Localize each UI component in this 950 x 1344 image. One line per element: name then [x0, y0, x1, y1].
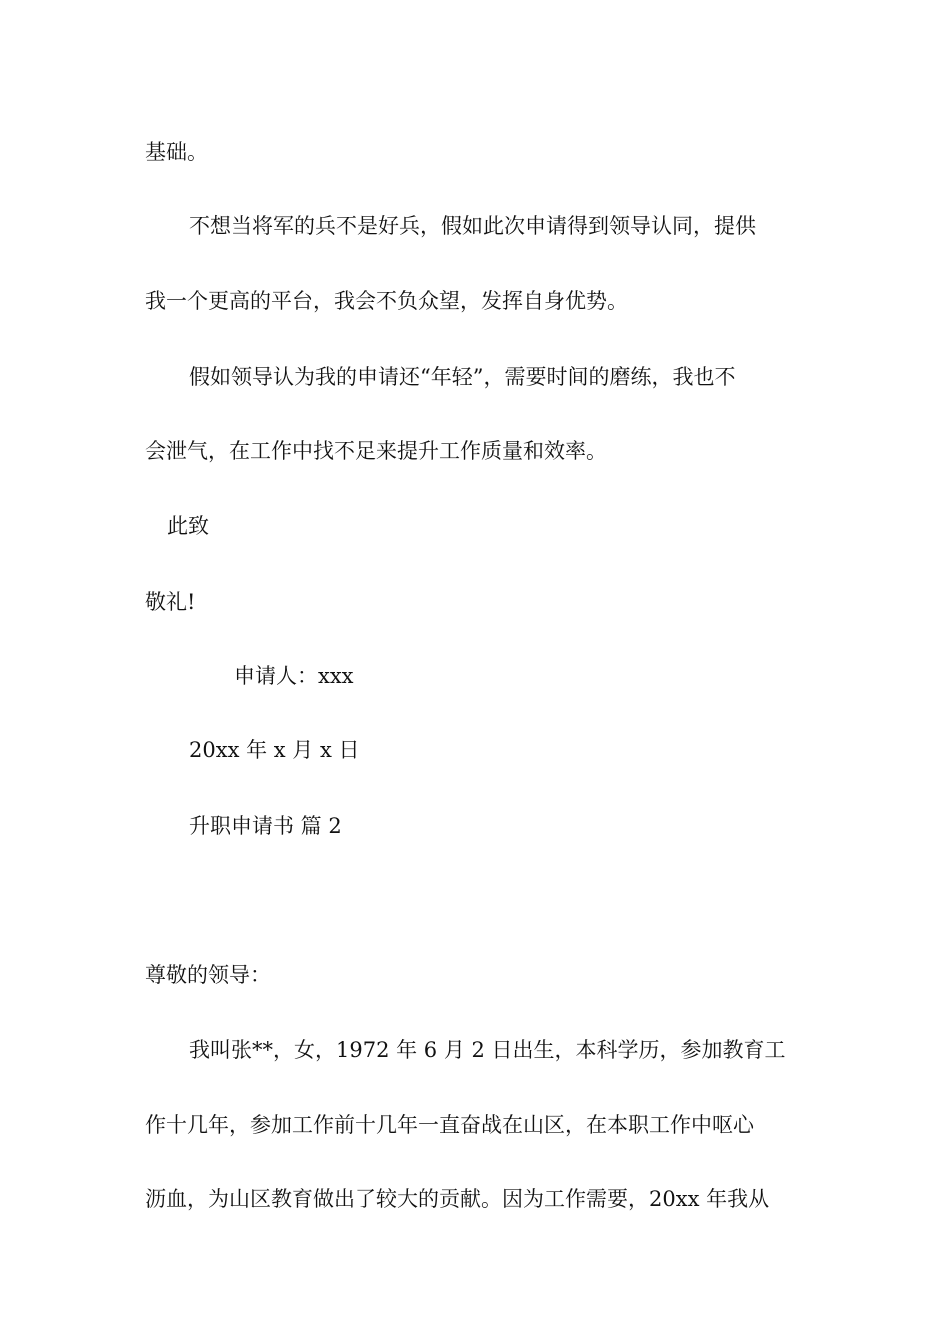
paragraph-line: 假如领导认为我的申请还“年轻”，需要时间的磨练，我也不 — [189, 365, 736, 389]
closing-phrase: 此致 — [167, 514, 209, 538]
paragraph-line: 会泄气，在工作中找不足来提升工作质量和效率。 — [145, 439, 607, 463]
salutation-closing: 敬礼! — [145, 590, 196, 614]
paragraph-line: 作十几年，参加工作前十几年一直奋战在山区，在本职工作中呕心 — [145, 1113, 754, 1137]
paragraph-line: 我叫张**，女，1972 年 6 月 2 日出生，本科学历，参加教育工 — [189, 1038, 786, 1062]
paragraph-line: 不想当将军的兵不是好兵，假如此次申请得到领导认同，提供 — [189, 214, 756, 238]
date-line: 20xx 年 x 月 x 日 — [189, 738, 360, 762]
paragraph-line: 我一个更高的平台，我会不负众望，发挥自身优势。 — [145, 289, 628, 313]
paragraph-line: 基础。 — [145, 140, 208, 164]
letter-greeting: 尊敬的领导： — [145, 963, 271, 987]
section-title: 升职申请书 篇 2 — [189, 814, 342, 838]
paragraph-line: 沥血，为山区教育做出了较大的贡献。因为工作需要，20xx 年我从 — [145, 1187, 770, 1211]
applicant-signature: 申请人：xxx — [234, 664, 354, 688]
